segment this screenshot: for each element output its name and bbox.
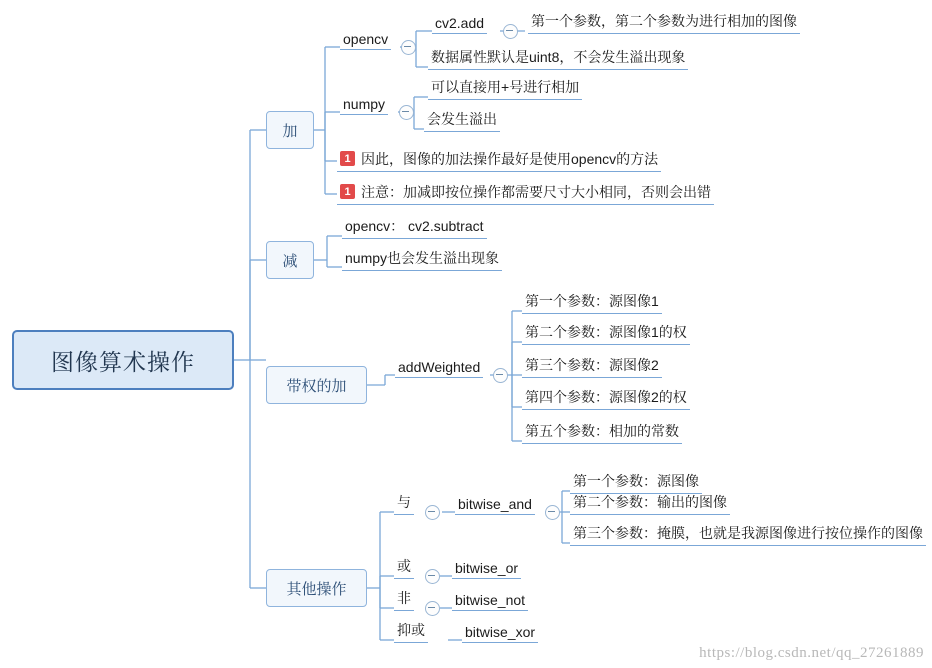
- root-label: 图像算术操作: [51, 348, 195, 375]
- node-label: 注意：加减即按位操作都需要尺寸大小相同，否则会出错: [361, 183, 711, 200]
- branch-label: 减: [282, 252, 298, 270]
- node-weighted-param-2[interactable]: [522, 326, 690, 345]
- node-label: 与: [397, 494, 411, 510]
- collapse-toggle-opencv[interactable]: [401, 40, 416, 55]
- node-op-not[interactable]: [394, 592, 414, 611]
- node-size-warning[interactable]: [337, 181, 714, 205]
- node-label: 因此，图像的加法操作最好是使用opencv的方法: [361, 150, 659, 167]
- node-weighted-param-5[interactable]: [522, 425, 682, 444]
- node-label: 或: [397, 558, 411, 574]
- branch-node-other-ops[interactable]: [266, 569, 367, 607]
- node-weighted-param-3[interactable]: [522, 359, 662, 378]
- node-subtract-numpy[interactable]: [342, 252, 502, 271]
- collapse-toggle-bitwise-and[interactable]: [545, 505, 560, 520]
- node-label: 第四个参数：源图像2的权: [525, 389, 687, 405]
- root-node[interactable]: [12, 330, 234, 390]
- node-bitwise-and[interactable]: [455, 496, 535, 515]
- collapse-toggle-op-not[interactable]: [425, 601, 440, 616]
- node-cv2-add-params[interactable]: [528, 15, 800, 34]
- collapse-toggle-add-weighted[interactable]: [493, 368, 508, 383]
- node-numpy-plus[interactable]: [428, 81, 582, 100]
- node-opencv[interactable]: [340, 31, 391, 50]
- node-label: numpy也会发生溢出现象: [345, 250, 500, 266]
- node-label: 第三个参数：源图像2: [525, 357, 659, 373]
- node-bitwise-not[interactable]: [452, 592, 528, 611]
- node-cv2-add[interactable]: [432, 15, 487, 34]
- node-label: addWeighted: [398, 359, 481, 375]
- branch-node-add[interactable]: [266, 111, 314, 149]
- collapse-toggle-cv2-add[interactable]: [503, 24, 518, 39]
- node-numpy-overflow[interactable]: [424, 113, 500, 132]
- node-numpy[interactable]: [340, 96, 388, 115]
- warning-badge: 1: [340, 184, 355, 199]
- branch-label: 带权的加: [286, 377, 347, 395]
- node-label: cv2.add: [435, 15, 485, 31]
- collapse-toggle-op-and[interactable]: [425, 505, 440, 520]
- collapse-toggle-op-or[interactable]: [425, 569, 440, 584]
- node-add-recommendation[interactable]: [337, 148, 661, 172]
- node-label: opencv: [343, 31, 389, 47]
- node-label: 第三个参数：掩膜，也就是我源图像进行按位操作的图像: [573, 525, 923, 541]
- node-label: 可以直接用+号进行相加: [431, 79, 580, 95]
- node-add-weighted[interactable]: [395, 359, 483, 378]
- branch-node-weighted-add[interactable]: [266, 366, 367, 404]
- node-weighted-param-1[interactable]: [522, 295, 662, 314]
- node-bitwise-and-param-3[interactable]: [570, 527, 926, 546]
- node-label: 非: [397, 590, 411, 606]
- branch-label: 其他操作: [286, 580, 347, 598]
- branch-node-subtract[interactable]: [266, 241, 314, 279]
- branch-label: 加: [282, 122, 298, 140]
- warning-badge: 1: [340, 151, 355, 166]
- node-op-and[interactable]: [394, 496, 414, 515]
- watermark: https://blog.csdn.net/qq_27261889: [699, 645, 924, 661]
- node-label: 抑或: [397, 622, 425, 638]
- node-label: 会发生溢出: [427, 111, 497, 127]
- node-label: 第一个参数：源图像: [573, 473, 699, 489]
- node-label: bitwise_or: [455, 560, 519, 576]
- collapse-toggle-numpy[interactable]: [399, 105, 414, 120]
- node-op-xor[interactable]: [394, 624, 428, 643]
- node-op-or[interactable]: [394, 560, 414, 579]
- node-bitwise-xor[interactable]: [462, 624, 538, 643]
- node-label: numpy: [343, 96, 386, 112]
- node-uint8-note[interactable]: [428, 51, 688, 70]
- node-label: bitwise_xor: [465, 624, 536, 640]
- node-label: bitwise_not: [455, 592, 526, 608]
- node-label: 数据属性默认是uint8，不会发生溢出现象: [431, 49, 686, 65]
- node-bitwise-and-param-2[interactable]: [570, 496, 730, 515]
- node-label: 第一个参数，第二个参数为进行相加的图像: [531, 13, 797, 29]
- node-bitwise-or[interactable]: [452, 560, 521, 579]
- node-weighted-param-4[interactable]: [522, 391, 690, 410]
- node-label: bitwise_and: [458, 496, 532, 512]
- node-label: 第五个参数：相加的常数: [525, 423, 679, 439]
- node-label: 第二个参数：源图像1的权: [525, 324, 687, 340]
- node-subtract-opencv[interactable]: [342, 220, 487, 239]
- node-label: 第一个参数：源图像1: [525, 293, 659, 309]
- node-label: 第二个参数：输出的图像: [573, 494, 727, 510]
- node-label: opencv： cv2.subtract: [345, 218, 484, 234]
